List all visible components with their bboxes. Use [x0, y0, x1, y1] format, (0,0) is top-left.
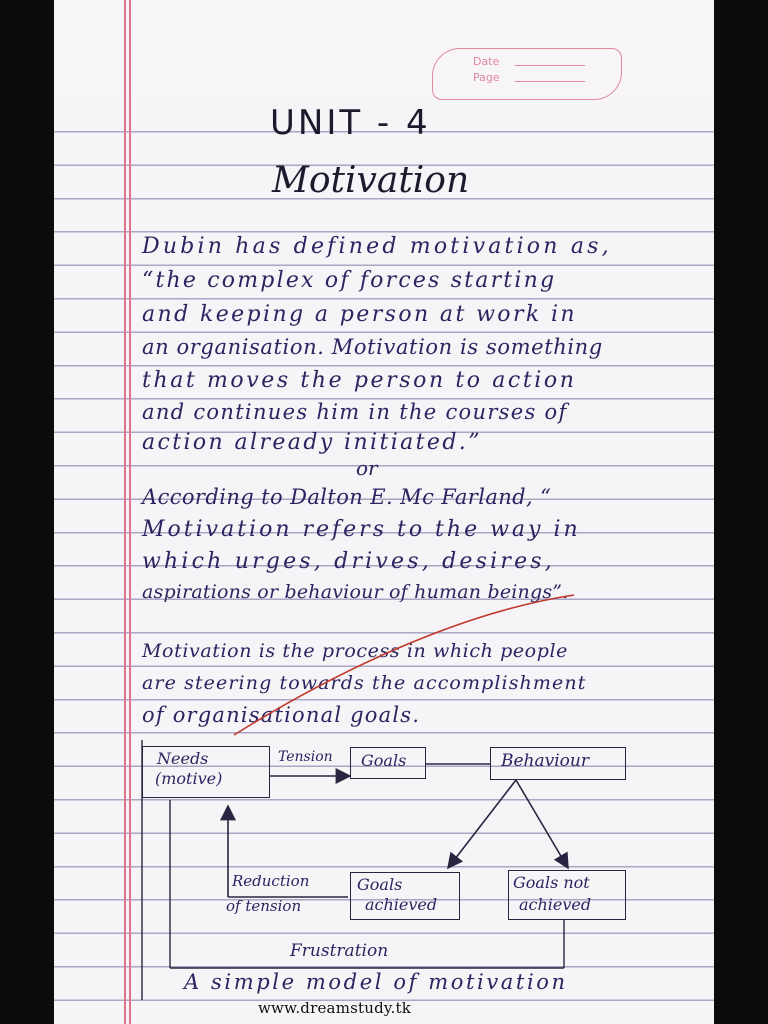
goals-achieved-box: [350, 872, 460, 920]
definition-1-line-2: “the complex of forces starting: [142, 268, 557, 293]
red-pen-stroke: [234, 595, 574, 735]
notebook-page: [54, 0, 714, 1024]
behaviour-label: Behaviour: [501, 751, 589, 771]
goals-box: [350, 747, 426, 779]
frustration-label: Frustration: [290, 941, 389, 961]
diagram-caption: A simple model of motivation: [184, 970, 568, 994]
definition-1-line-1: Dubin has defined motivation as,: [142, 234, 612, 259]
stamp-date-label: Date: [473, 55, 500, 68]
definition-2-line-2: Motivation refers to the way in: [142, 517, 581, 542]
behaviour-box: [490, 747, 626, 780]
definition-1-line-3: and keeping a person at work in: [142, 302, 577, 327]
behaviour-to-not-achieved-arrow: [516, 780, 568, 868]
goals-not-achieved-line-2: achieved: [519, 895, 592, 914]
definition-1-line-4: an organisation. Motivation is something: [142, 335, 603, 359]
definition-3-line-1: Motivation is the process in which people: [142, 640, 569, 662]
motive-label: (motive): [155, 769, 223, 788]
goals-achieved-line-1: Goals: [357, 875, 403, 894]
definition-2-line-1: According to Dalton E. Mc Farland, “: [142, 485, 552, 509]
unit-title: UNIT - 4: [270, 103, 431, 143]
goals-achieved-line-2: achieved: [365, 895, 438, 914]
definition-2-line-3: which urges, drives, desires,: [142, 549, 555, 574]
definition-1-line-6: and continues him in the courses of: [142, 400, 568, 424]
needs-box: [142, 746, 270, 798]
topic-title: Motivation: [272, 160, 470, 201]
tension-label: Tension: [278, 749, 333, 765]
definition-2-line-4: aspirations or behaviour of human beings”.: [142, 581, 569, 603]
or-label: or: [356, 456, 378, 480]
definition-1-line-5: that moves the person to action: [142, 368, 577, 393]
goals-not-achieved-box: [508, 870, 626, 920]
definition-1-line-7: action already initiated.”: [142, 430, 482, 455]
watermark: www.dreamstudy.tk: [258, 999, 412, 1017]
behaviour-to-achieved-arrow: [448, 780, 516, 868]
of-tension-label: of tension: [226, 897, 302, 915]
needs-label: Needs: [157, 749, 209, 768]
goals-label: Goals: [361, 751, 407, 770]
definition-3-line-2: are steering towards the accomplishment: [142, 672, 587, 694]
goals-not-achieved-line-1: Goals not: [513, 873, 590, 892]
definition-3-line-3: of organisational goals.: [142, 703, 421, 727]
reduction-label: Reduction: [232, 872, 310, 890]
stamp-page-label: Page: [473, 71, 500, 84]
